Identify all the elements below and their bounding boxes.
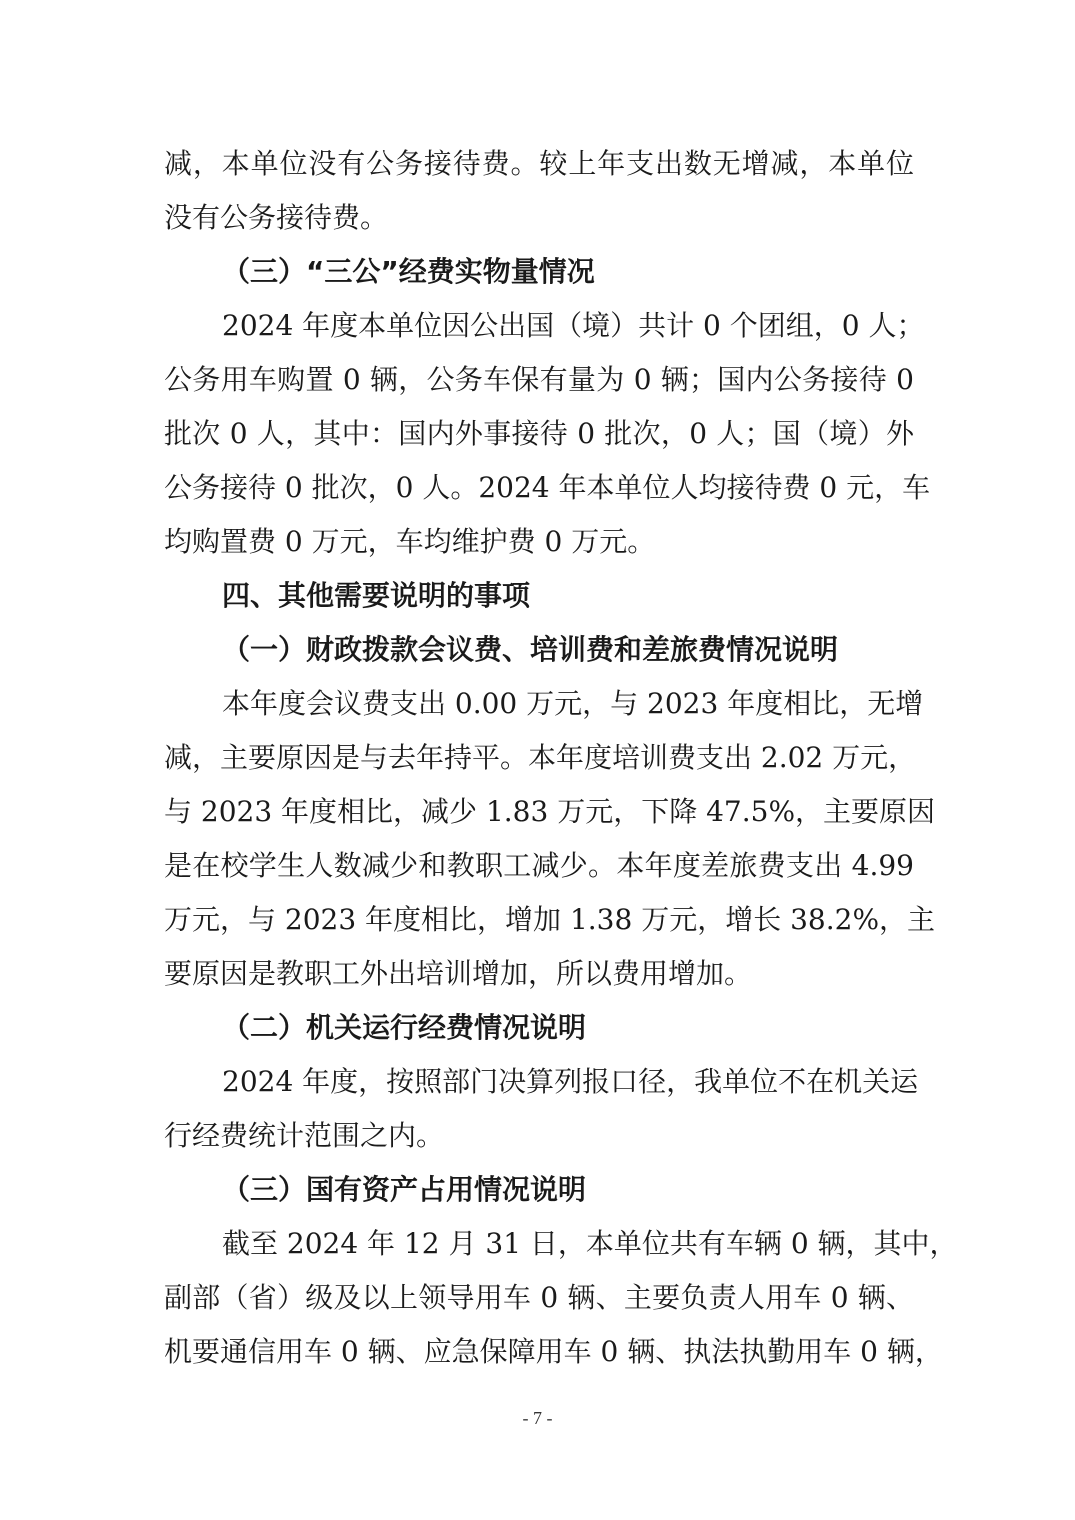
paragraph-line: 减，主要原因是与去年持平。本年度培训费支出 2.02 万元， bbox=[164, 741, 917, 774]
paragraph-line: 副部（省）级及以上领导用车 0 辆、主要负责人用车 0 辆、 bbox=[164, 1281, 914, 1314]
paragraph-line: 2024 年度，按照部门决算列报口径，我单位不在机关运 bbox=[222, 1065, 919, 1098]
paragraph-line: 公务用车购置 0 辆，公务车保有量为 0 辆；国内公务接待 0 bbox=[164, 363, 914, 396]
chapter-heading: 四、其他需要说明的事项 bbox=[222, 579, 531, 612]
paragraph-line: 减，本单位没有公务接待费。较上年支出数无增减，本单位 bbox=[164, 147, 914, 180]
paragraph-line: 万元，与 2023 年度相比，增加 1.38 万元，增长 38.2%，主 bbox=[164, 903, 936, 936]
page-number: - 7 - bbox=[522, 1408, 553, 1428]
paragraph-line: 要原因是教职工外出培训增加，所以费用增加。 bbox=[164, 957, 753, 990]
section-heading: （三）“三公”经费实物量情况 bbox=[222, 255, 595, 288]
paragraph-line: 批次 0 人，其中：国内外事接待 0 批次，0 人；国（境）外 bbox=[164, 417, 914, 450]
section-heading: （三）国有资产占用情况说明 bbox=[222, 1173, 587, 1206]
paragraph-line: 截至 2024 年 12 月 31 日，本单位共有车辆 0 辆，其中， bbox=[222, 1227, 958, 1260]
paragraph-line: 机要通信用车 0 辆、应急保障用车 0 辆、执法执勤用车 0 辆， bbox=[164, 1335, 943, 1368]
paragraph-line: 均购置费 0 万元，车均维护费 0 万元。 bbox=[164, 525, 656, 558]
paragraph-line: 与 2023 年度相比，减少 1.83 万元，下降 47.5%，主要原因 bbox=[164, 795, 936, 828]
paragraph-line: 2024 年度本单位因公出国（境）共计 0 个团组，0 人； bbox=[222, 309, 925, 342]
section-heading: （一）财政拨款会议费、培训费和差旅费情况说明 bbox=[222, 633, 839, 666]
paragraph-line: 行经费统计范围之内。 bbox=[164, 1119, 445, 1152]
paragraph-line: 本年度会议费支出 0.00 万元，与 2023 年度相比，无增 bbox=[222, 687, 924, 720]
paragraph-line: 没有公务接待费。 bbox=[164, 201, 389, 234]
paragraph-line: 公务接待 0 批次，0 人。2024 年本单位人均接待费 0 元，车 bbox=[164, 471, 931, 504]
paragraph-line: 是在校学生人数减少和教职工减少。本年度差旅费支出 4.99 bbox=[164, 849, 914, 882]
section-heading: （二）机关运行经费情况说明 bbox=[222, 1011, 587, 1044]
